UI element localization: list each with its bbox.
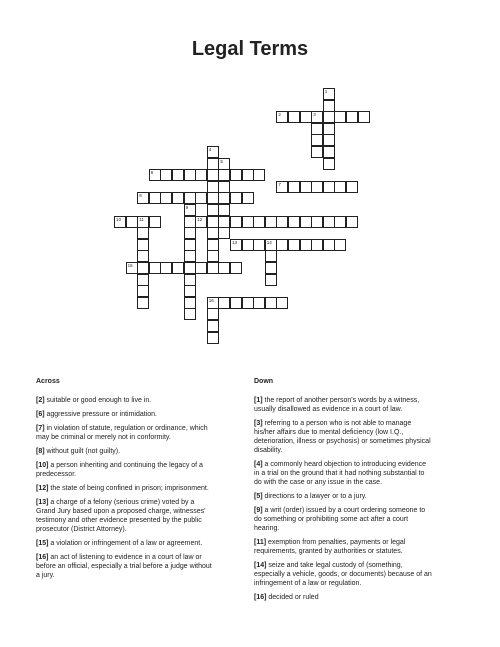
grid-cell[interactable] xyxy=(230,262,242,274)
grid-cell[interactable] xyxy=(137,285,149,297)
grid-cell[interactable] xyxy=(334,181,346,193)
clue-number: [16] xyxy=(254,594,267,601)
grid-cell[interactable] xyxy=(184,308,196,320)
grid-cell[interactable] xyxy=(265,250,277,262)
clue-number: [12] xyxy=(36,485,49,492)
grid-cell[interactable] xyxy=(265,216,277,228)
grid-cell[interactable] xyxy=(184,250,196,262)
grid-cell[interactable] xyxy=(276,239,288,251)
grid-cell[interactable] xyxy=(265,297,277,309)
grid-cell[interactable] xyxy=(300,216,312,228)
down-header: Down xyxy=(254,378,274,385)
across-clue xyxy=(36,396,246,405)
grid-cell[interactable] xyxy=(276,216,288,228)
grid-cell[interactable] xyxy=(160,169,172,181)
across-clue xyxy=(36,539,246,548)
clue-number: [4] xyxy=(254,461,263,468)
grid-cell[interactable] xyxy=(242,169,254,181)
grid-cell[interactable] xyxy=(160,262,172,274)
grid-cell[interactable] xyxy=(207,332,219,344)
grid-cell[interactable] xyxy=(207,181,219,193)
grid-cell[interactable] xyxy=(172,169,184,181)
grid-cell[interactable] xyxy=(184,204,196,216)
grid-cell[interactable] xyxy=(311,216,323,228)
down-clue xyxy=(254,492,468,501)
cell-number: 5 xyxy=(220,158,223,164)
grid-cell[interactable] xyxy=(323,111,335,123)
grid-cell[interactable] xyxy=(137,192,149,204)
down-clue xyxy=(254,506,468,533)
grid-cell[interactable] xyxy=(218,227,230,239)
grid-cell[interactable] xyxy=(137,250,149,262)
grid-cell[interactable] xyxy=(311,181,323,193)
down-clue xyxy=(254,419,468,455)
across-clue xyxy=(36,410,246,419)
across-header: Across xyxy=(36,378,60,385)
cell-number: 6 xyxy=(150,170,154,176)
grid-cell[interactable] xyxy=(323,146,335,158)
grid-cell[interactable] xyxy=(184,169,196,181)
grid-cell[interactable] xyxy=(346,111,358,123)
grid-cell[interactable] xyxy=(218,192,230,204)
across-clue xyxy=(36,447,246,456)
grid-cell[interactable] xyxy=(184,227,196,239)
grid-cell[interactable] xyxy=(207,227,219,239)
clue-text: aggressive pressure or intimidation. xyxy=(44,411,158,418)
cell-number: 16 xyxy=(208,297,214,303)
across-clue xyxy=(36,553,246,580)
grid-cell[interactable] xyxy=(288,239,300,251)
grid-cell[interactable] xyxy=(323,239,335,251)
clue-number: [7] xyxy=(36,425,45,432)
cell-number: 3 xyxy=(313,112,316,118)
down-clue xyxy=(254,561,468,588)
cell-number: 10 xyxy=(116,216,122,222)
grid-cell[interactable] xyxy=(137,274,149,286)
grid-cell[interactable] xyxy=(218,204,230,216)
grid-cell[interactable] xyxy=(276,111,288,123)
grid-cell[interactable] xyxy=(311,111,323,123)
grid-cell[interactable] xyxy=(207,320,219,332)
grid-cell[interactable] xyxy=(207,297,219,309)
clue-number: [9] xyxy=(254,507,263,514)
grid-cell[interactable] xyxy=(184,262,196,274)
grid-cell[interactable] xyxy=(218,169,230,181)
cell-number: 9 xyxy=(185,205,189,210)
grid-cell[interactable] xyxy=(346,216,358,228)
grid-cell[interactable] xyxy=(253,297,265,309)
clue-number: [16] xyxy=(36,554,49,561)
clue-number: [8] xyxy=(36,448,45,455)
grid-cell[interactable] xyxy=(207,239,219,251)
cell-number: 1 xyxy=(324,89,328,94)
grid-cell[interactable] xyxy=(334,239,346,251)
grid-cell[interactable] xyxy=(230,297,242,309)
grid-cell[interactable] xyxy=(230,169,242,181)
cell-number: 14 xyxy=(266,239,272,245)
cell-number: 12 xyxy=(197,216,203,222)
grid-cell[interactable] xyxy=(288,181,300,193)
grid-cell[interactable] xyxy=(126,216,138,228)
clue-text: seize and take legal custody of (something, especially a vehicle, goods, or documents) because of an infringement of a law or regulation. xyxy=(254,562,432,587)
grid-cell[interactable] xyxy=(311,134,323,146)
clue-number: [11] xyxy=(254,539,267,546)
grid-cell[interactable] xyxy=(195,262,207,274)
grid-cell[interactable] xyxy=(334,111,346,123)
cell-number: 7 xyxy=(278,181,281,187)
clue-text: an act of listening to evidence in a court of law or before an official, especially a trial before a judge without a jury. xyxy=(36,554,212,579)
grid-cell[interactable] xyxy=(253,169,265,181)
clue-text: a violation or infringement of a law or agreement. xyxy=(48,540,203,547)
cell-number: 2 xyxy=(278,112,281,118)
grid-cell[interactable] xyxy=(242,216,254,228)
grid-cell[interactable] xyxy=(323,88,335,100)
grid-cell[interactable] xyxy=(184,239,196,251)
grid-cell[interactable] xyxy=(218,158,230,170)
clue-number: [2] xyxy=(36,397,45,404)
clue-text: suitable or good enough to live in. xyxy=(44,397,152,404)
cell-number: 11 xyxy=(139,216,144,222)
cell-number: 8 xyxy=(139,193,142,199)
clue-text: a commonly heard objection to introducing evidence in a trial on the ground that it had nothing substantial to do with the case or any issue in the case. xyxy=(254,461,426,486)
down-clue-list xyxy=(254,396,468,607)
grid-cell[interactable] xyxy=(218,216,230,228)
grid-cell[interactable] xyxy=(358,111,370,123)
clue-text: decided or ruled xyxy=(266,594,319,601)
grid-cell[interactable] xyxy=(195,216,207,228)
grid-cell[interactable] xyxy=(230,216,242,228)
grid-cell[interactable] xyxy=(149,169,161,181)
grid-cell[interactable] xyxy=(184,192,196,204)
grid-cell[interactable] xyxy=(265,274,277,286)
grid-cell[interactable] xyxy=(195,169,207,181)
cell-number: 13 xyxy=(232,239,238,245)
grid-cell[interactable] xyxy=(207,146,219,158)
grid-cell[interactable] xyxy=(300,239,312,251)
clue-text: in violation of statute, regulation or ordinance, which may be criminal or merely not in conformity. xyxy=(36,425,208,441)
clue-number: [13] xyxy=(36,499,49,506)
grid-cell[interactable] xyxy=(276,297,288,309)
grid-cell[interactable] xyxy=(137,239,149,251)
across-clue xyxy=(36,498,246,534)
grid-cell[interactable] xyxy=(300,111,312,123)
grid-cell[interactable] xyxy=(242,239,254,251)
grid-cell[interactable] xyxy=(323,216,335,228)
grid-cell[interactable] xyxy=(311,123,323,135)
grid-cell[interactable] xyxy=(253,216,265,228)
clue-number: [6] xyxy=(36,411,45,418)
down-clue xyxy=(254,593,468,602)
grid-cell[interactable] xyxy=(137,262,149,274)
grid-cell[interactable] xyxy=(149,192,161,204)
clue-number: [14] xyxy=(254,562,267,569)
clue-text: the report of another person's words by a witness, usually disallowed as evidence in a court of law. xyxy=(254,397,420,413)
grid-cell[interactable] xyxy=(184,216,196,228)
clue-number: [10] xyxy=(36,462,49,469)
clue-text: exemption from penalties, payments or legal requirements, granted by authorities or statutes. xyxy=(254,539,406,555)
grid-cell[interactable] xyxy=(137,216,149,228)
cell-number: 15 xyxy=(127,263,133,268)
grid-cell[interactable] xyxy=(323,123,335,135)
clue-text: a writ (order) issued by a court ordering someone to do something or prohibiting some act after a court hearing. xyxy=(254,507,426,532)
across-clue xyxy=(36,424,246,442)
grid-cell[interactable] xyxy=(207,216,219,228)
grid-cell[interactable] xyxy=(207,158,219,170)
grid-cell[interactable] xyxy=(207,308,219,320)
grid-cell[interactable] xyxy=(207,169,219,181)
grid-cell[interactable] xyxy=(160,192,172,204)
clue-text: directions to a lawyer or to a jury. xyxy=(262,493,367,500)
grid-cell[interactable] xyxy=(218,297,230,309)
across-clue-list xyxy=(36,396,246,585)
grid-cell[interactable] xyxy=(207,250,219,262)
grid-cell[interactable] xyxy=(334,216,346,228)
clue-text: referring to a person who is not able to manage his/her affairs due to mental deficiency (low I.Q., deterioration, illness or psychosis) or sometimes physical disability. xyxy=(254,420,431,454)
across-clue xyxy=(36,484,246,493)
grid-cell[interactable] xyxy=(218,181,230,193)
clue-number: [5] xyxy=(254,493,263,500)
grid-cell[interactable] xyxy=(311,146,323,158)
grid-cell[interactable] xyxy=(126,262,138,274)
across-clue xyxy=(36,461,246,479)
grid-cell[interactable] xyxy=(242,297,254,309)
grid-cell[interactable] xyxy=(184,285,196,297)
grid-cell[interactable] xyxy=(311,239,323,251)
clue-number: [3] xyxy=(254,420,263,427)
grid-cell[interactable] xyxy=(276,181,288,193)
grid-cell[interactable] xyxy=(218,262,230,274)
clue-text: without guilt (not guilty). xyxy=(44,448,121,455)
clue-number: [15] xyxy=(36,540,49,547)
grid-cell[interactable] xyxy=(323,134,335,146)
grid-cell[interactable] xyxy=(149,216,161,228)
grid-cell[interactable] xyxy=(265,239,277,251)
grid-cell[interactable] xyxy=(114,216,126,228)
grid-cell[interactable] xyxy=(207,192,219,204)
down-clue xyxy=(254,538,468,556)
cell-number: 4 xyxy=(208,147,212,152)
grid-cell[interactable] xyxy=(230,239,242,251)
clue-number: [1] xyxy=(254,397,263,404)
grid-cell[interactable] xyxy=(288,111,300,123)
grid-cell[interactable] xyxy=(172,192,184,204)
grid-cell[interactable] xyxy=(346,181,358,193)
down-clue xyxy=(254,396,468,414)
grid-cell[interactable] xyxy=(323,181,335,193)
grid-cell[interactable] xyxy=(288,216,300,228)
grid-cell[interactable] xyxy=(207,204,219,216)
grid-cell[interactable] xyxy=(230,192,242,204)
grid-cell[interactable] xyxy=(149,262,161,274)
clue-text: a charge of a felony (serious crime) voted by a Grand Jury based upon a proposed charge, witnesses' testimony and other evidence presented by the public prosecutor (District Attorney). xyxy=(36,499,206,533)
grid-cell[interactable] xyxy=(137,297,149,309)
grid-cell[interactable] xyxy=(265,262,277,274)
grid-cell[interactable] xyxy=(323,158,335,170)
grid-cell[interactable] xyxy=(242,192,254,204)
down-clue xyxy=(254,460,468,487)
grid-cell[interactable] xyxy=(323,100,335,112)
grid-cell[interactable] xyxy=(300,181,312,193)
grid-cell[interactable] xyxy=(207,262,219,274)
clue-text: a person inheriting and continuing the legacy of a predecessor. xyxy=(36,462,203,478)
grid-cell[interactable] xyxy=(184,297,196,309)
page-title: Legal Terms xyxy=(191,38,309,60)
grid-cell[interactable] xyxy=(184,274,196,286)
clue-text: the state of being confined in prison; imprisonment. xyxy=(48,485,209,492)
grid-cell[interactable] xyxy=(195,192,207,204)
grid-cell[interactable] xyxy=(172,262,184,274)
grid-cell[interactable] xyxy=(137,227,149,239)
grid-cell[interactable] xyxy=(253,239,265,251)
